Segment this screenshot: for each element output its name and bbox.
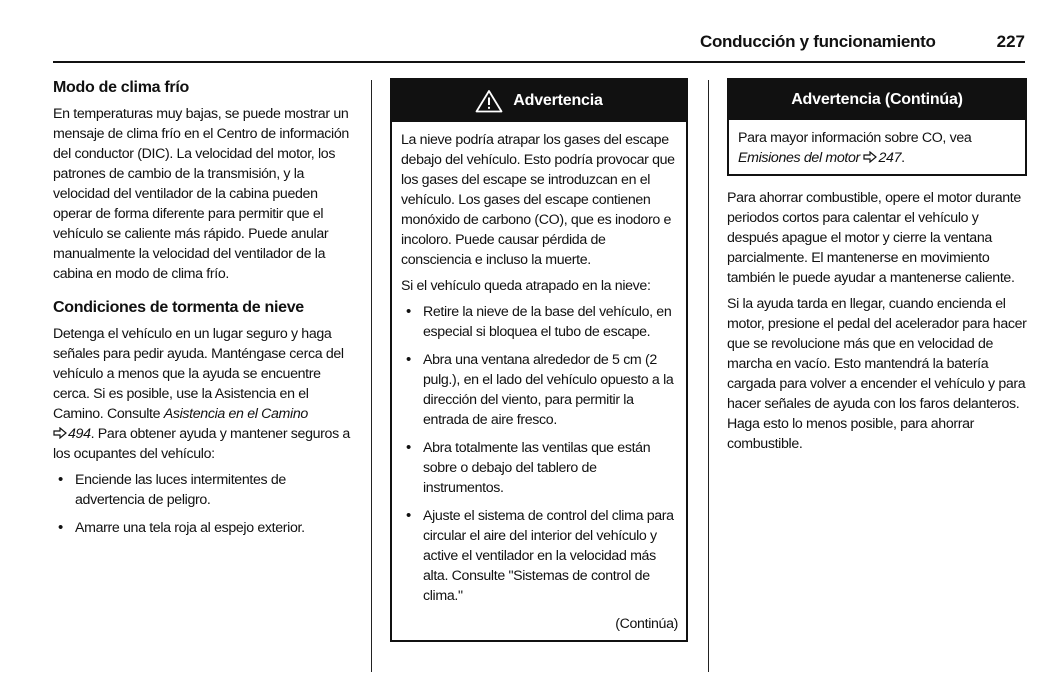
warning-paragraph-trapped: Si el vehículo queda atrapado en la nieve: xyxy=(401,278,651,294)
engine-exhaust-reference[interactable]: Emisiones del motor xyxy=(738,150,860,166)
snowstorm-bullet-list xyxy=(53,470,353,538)
page-header xyxy=(700,32,1025,56)
warning-continued-body xyxy=(729,120,1025,174)
header-divider xyxy=(53,61,1025,63)
warning-header xyxy=(392,80,686,122)
paragraph-snowstorm xyxy=(53,324,353,464)
page-reference-arrow-icon xyxy=(863,151,877,163)
warning-continued-header xyxy=(729,80,1025,120)
roadside-assistance-page[interactable]: 494 xyxy=(68,426,91,442)
warning-body xyxy=(392,122,686,640)
heading-snowstorm: Condiciones de tormenta de nieve xyxy=(53,299,304,316)
column-middle xyxy=(390,78,688,642)
engine-exhaust-page[interactable]: 247 xyxy=(878,150,902,166)
column-left xyxy=(53,78,353,546)
warning-box xyxy=(390,78,688,642)
paragraph-snowstorm-end: . Para obtener ayuda y mantener seguros a los ocupantes del vehículo: xyxy=(53,426,350,462)
page-reference-arrow-icon xyxy=(53,427,67,439)
section-title: Conducción y funcionamiento xyxy=(700,32,936,51)
continued-label: (Continúa) xyxy=(615,616,678,632)
warning-continued-text: Para mayor información sobre CO, vea xyxy=(738,130,972,146)
paragraph-save-fuel: Para ahorrar combustible, opere el motor durante periodos cortos para calentar el vehículo y después apague el motor y cierre la ventana parcialmente. El mantenerse en movimiento también le puede ayudar a mantenerse caliente. xyxy=(727,190,1021,286)
list-item: • Retire la nieve de la base del vehículo, en especial si bloquea el tubo de escape. xyxy=(401,302,678,342)
heading-cold-weather: Modo de clima frío xyxy=(53,79,189,96)
warning-triangle-icon xyxy=(475,89,503,113)
column-divider-1 xyxy=(371,80,372,672)
warning-continued-paragraph xyxy=(738,128,1017,168)
column-divider-2 xyxy=(708,80,709,672)
list-item: • Enciende las luces intermitentes de advertencia de peligro. xyxy=(53,470,353,510)
page-number: 227 xyxy=(996,32,1025,51)
paragraph-snowstorm-text: Detenga el vehículo en un lugar seguro y haga señales para pedir ayuda. Manténgase cerca del vehículo a menos que la ayuda se encuentre cerca. Si es posible, use la Asistencia en el Camino. Consulte xyxy=(53,326,344,422)
warning-continued-box xyxy=(727,78,1027,176)
warning-paragraph: La nieve podría atrapar los gases del escape debajo del vehículo. Esto podría provocar que los gases del escape se introduzcan en el vehículo. Los gases del escape contienen monóxido de carbono (CO), que es inodoro e incoloro. Puede causar pérdida de consciencia e incluso la muerte. xyxy=(401,132,675,268)
warning-continued-title: Advertencia (Continúa) xyxy=(791,91,963,108)
warning-title: Advertencia xyxy=(513,92,603,109)
list-item: • Abra una ventana alrededor de 5 cm (2 pulg.), en el lado del vehículo opuesto a la dirección del viento, para permitir la entrada de aire fresco. xyxy=(401,350,678,430)
column-right xyxy=(727,78,1027,460)
list-item: • Amarre una tela roja al espejo exterior. xyxy=(53,518,353,538)
warning-continued-end: . xyxy=(901,150,905,166)
warning-bullet-list xyxy=(401,302,678,606)
list-item: • Abra totalmente las ventilas que están sobre o debajo del tablero de instrumentos. xyxy=(401,438,678,498)
list-item: • Ajuste el sistema de control del clima para circular el aire del interior del vehículo y active el ventilador en la velocidad más alta. Consulte "Sistemas de control de clima." xyxy=(401,506,678,606)
paragraph-cold-weather: En temperaturas muy bajas, se puede mostrar un mensaje de clima frío en el Centro de información del conductor (DIC). La velocidad del motor, los patrones de cambio de la transmisión, y la velocidad del ventilador de la cabina pueden operar de forma diferente para permitir que el vehículo se caliente más rápido. Puede anular manualmente la velocidad del ventilador de la cabina en modo de clima frío. xyxy=(53,106,349,282)
roadside-assistance-reference[interactable]: Asistencia en el Camino xyxy=(163,406,308,422)
paragraph-help-delayed: Si la ayuda tarda en llegar, cuando encienda el motor, presione el pedal del acelerador para hacer que se revolucione más que en velocidad de marcha en vacío. Esto mantendrá la batería cargada para volver a encender el vehículo y para hacer señales de ayuda con los faros delanteros. Haga esto lo menos posible, para ahorrar combustible. xyxy=(727,296,1027,452)
